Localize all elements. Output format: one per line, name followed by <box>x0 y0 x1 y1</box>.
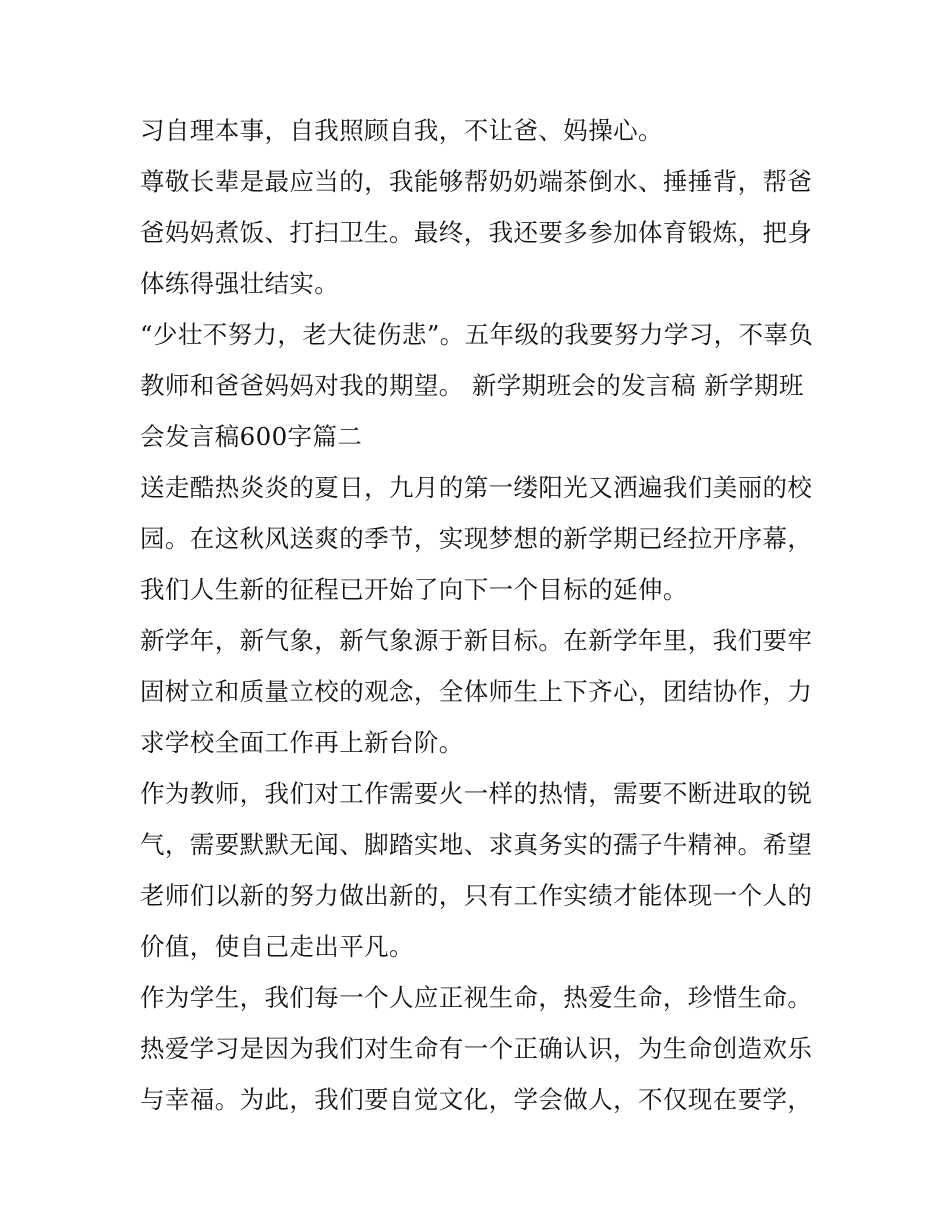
text-line: 气，需要默默无闻、脚踏实地、求真务实的孺子牛精神。希望 <box>140 830 813 859</box>
text-line: 会发言稿600字篇二 <box>140 422 363 451</box>
text-line: 习自理本事，自我照顾自我，不让爸、妈操心。 <box>140 116 663 145</box>
text-line: 尊敬长辈是最应当的，我能够帮奶奶端茶倒水、捶捶背，帮爸 <box>140 167 813 196</box>
text-line: 老师们以新的努力做出新的，只有工作实绩才能体现一个人的 <box>140 881 813 910</box>
text-line: 新学年，新气象，新气象源于新目标。在新学年里，我们要牢 <box>140 626 813 655</box>
text-line: 教师和爸爸妈妈对我的期望。 新学期班会的发言稿 新学期班 <box>140 371 804 400</box>
text-line: 爸妈妈煮饭、打扫卫生。最终，我还要多参加体育锻炼，把身 <box>140 218 813 247</box>
text-line: 作为学生，我们每一个人应正视生命，热爱生命，珍惜生命。 <box>140 983 813 1012</box>
text-line: 与幸福。为此，我们要自觉文化，学会做人，不仅现在要学， <box>140 1085 813 1114</box>
text-line: 体练得强壮结实。 <box>140 269 340 298</box>
text-line: “少壮不努力，老大徒伤悲”。五年级的我要努力学习，不辜负 <box>140 320 814 349</box>
text-line: 价值，使自己走出平凡。 <box>140 932 414 961</box>
text-line: 我们人生新的征程已开始了向下一个目标的延伸。 <box>140 575 688 604</box>
text-line: 作为教师，我们对工作需要火一样的热情，需要不断进取的锐 <box>140 779 813 808</box>
text-line: 求学校全面工作再上新台阶。 <box>140 728 464 757</box>
text-line: 园。在这秋风送爽的季节，实现梦想的新学期已经拉开序幕， <box>140 524 813 553</box>
document-text <box>140 105 820 1125</box>
text-line: 固树立和质量立校的观念，全体师生上下齐心，团结协作，力 <box>140 677 813 706</box>
text-line: 热爱学习是因为我们对生命有一个正确认识，为生命创造欢乐 <box>140 1034 813 1063</box>
text-line: 送走酷热炎炎的夏日，九月的第一缕阳光又洒遍我们美丽的校 <box>140 473 813 502</box>
